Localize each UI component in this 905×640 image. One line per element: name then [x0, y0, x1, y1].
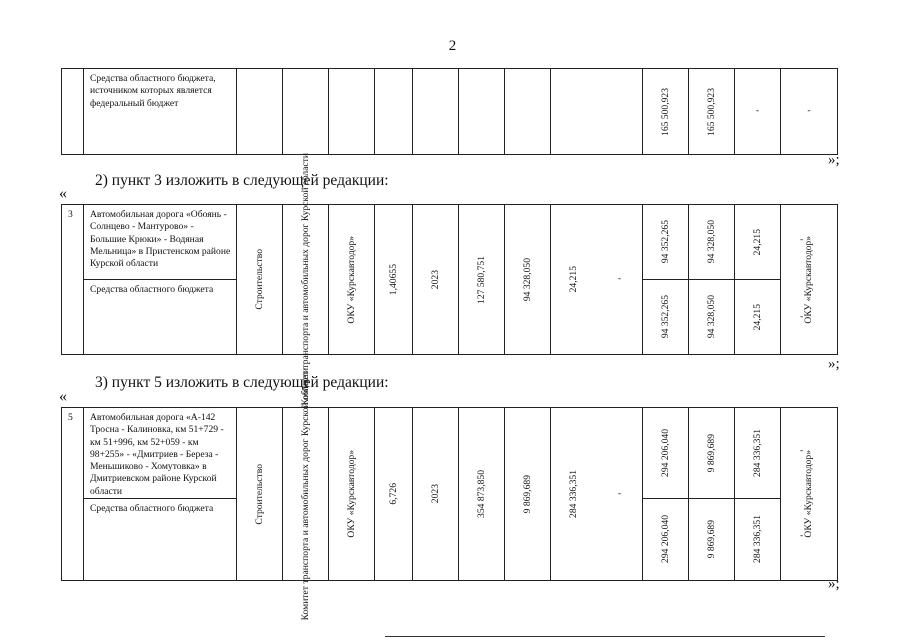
value-3: -: [807, 105, 811, 117]
row1-value-total: 94 352,265: [659, 220, 671, 264]
work-type: Строительство: [253, 463, 265, 525]
funding-3: -: [617, 273, 622, 285]
row-number: 3: [62, 205, 84, 355]
row2-value-2: 284 336,351: [751, 515, 763, 564]
section-heading: 3) пункт 5 изложить в следующей редакции:: [95, 374, 389, 391]
funding-total: 9 869,689: [521, 474, 533, 514]
funding-source-label: Средства областного бюджета, источником которых является федеральный бюджет: [84, 69, 237, 155]
closing-quote: »;: [828, 152, 840, 168]
bottom-rule: [385, 636, 825, 637]
row2-value-1: 9 869,689: [705, 520, 717, 559]
row1-value-2: 284 336,351: [751, 428, 763, 477]
object-name: Автомобильная дорога «Обоянь - Солнцево - Мантурово» - Большие Крюки» - Водяная Мельница» в Пристенском районе Курской области: [84, 205, 237, 280]
closing-quote: »;: [828, 576, 840, 592]
funding-total: 94 328,050: [521, 257, 533, 302]
opening-quote: «: [59, 185, 67, 202]
estimated-cost: 354 873,850: [475, 469, 487, 518]
funding-source-label: Средства областного бюджета: [84, 498, 237, 580]
row2-value-1: 94 328,050: [705, 295, 717, 339]
customer: Комитет транспорта и автомобильных дорог Курской области: [299, 367, 311, 621]
row-number: 5: [62, 408, 84, 581]
closing-quote: »;: [828, 356, 840, 372]
row2-value-3: -: [800, 311, 804, 322]
funding-2: 24,215: [567, 266, 579, 293]
cell-empty: [62, 69, 84, 155]
operator: ОКУ «Курскавтодор»: [803, 450, 814, 538]
opening-quote: «: [59, 388, 67, 405]
row2-value-3: -: [800, 530, 804, 541]
row1-value-3: -: [800, 445, 804, 456]
year: 2023: [429, 484, 441, 504]
estimated-cost: 127 580,751: [475, 255, 487, 304]
funding-source-label: Средства областного бюджета: [84, 280, 237, 355]
section-heading: 2) пункт 3 изложить в следующей редакции:: [95, 172, 389, 189]
funding-2: 284 336,351: [567, 469, 579, 518]
capacity: 1,40655: [387, 263, 399, 296]
value-1: 165 500,923: [705, 87, 717, 136]
row2-value-total: 294 206,040: [659, 515, 671, 564]
row2-value-total: 94 352,265: [659, 295, 671, 339]
row1-value-1: 94 328,050: [705, 220, 717, 264]
funding-3: -: [617, 487, 622, 499]
capacity: 6,726: [387, 483, 399, 505]
contractor: ОКУ «Курскавтодор»: [345, 450, 357, 538]
work-type: Строительство: [253, 249, 265, 310]
contractor: ОКУ «Курскавтодор»: [345, 235, 357, 324]
row1-value-total: 294 206,040: [659, 428, 671, 477]
customer: Комитет транспорта и автомобильных дорог Курской области: [299, 153, 311, 406]
value-2: -: [755, 105, 760, 117]
row1-value-3: -: [800, 234, 804, 245]
table-top: [61, 68, 838, 155]
year: 2023: [429, 269, 441, 290]
operator: ОКУ «Курскавтодор»: [803, 235, 814, 324]
row1-value-1: 9 869,689: [705, 433, 717, 473]
page-number: 2: [448, 38, 457, 54]
object-name: Автомобильная дорога «А-142 Тросна - Калиновка, км 51+729 - км 51+996, км 52+059 - км 98+255» - «Дмитриев - Береза - Меньшиково - Хомутовка» в Дмитриевском районе Курской области: [84, 408, 237, 499]
value-total: 165 500,923: [659, 87, 671, 136]
row1-value-2: 24,215: [751, 228, 763, 256]
row2-value-2: 24,215: [751, 303, 763, 331]
